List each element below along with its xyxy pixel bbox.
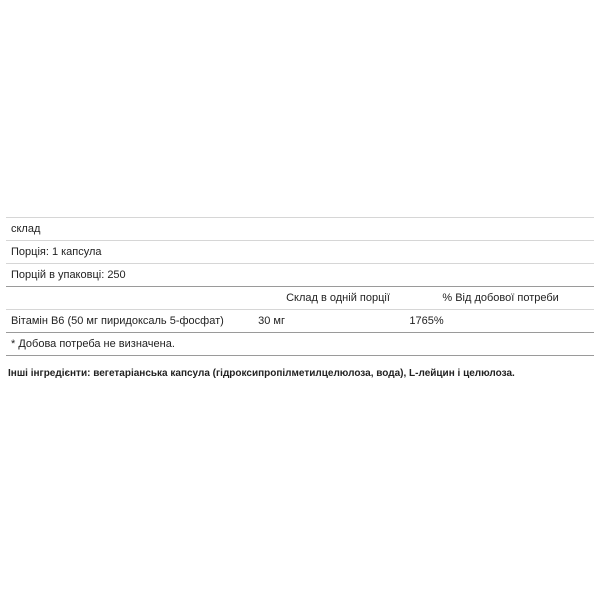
footnote-row bbox=[6, 333, 594, 356]
amount-per-serving-header: Склад в одній порції bbox=[253, 287, 404, 310]
other-ingredients: Інші інгредієнти: вегетаріанська капсула (гідроксипропілметилцелюлоза, вода), L-лейцин і целюлоза. bbox=[8, 368, 515, 379]
serving-size: Порція: 1 капсула bbox=[6, 241, 594, 264]
header-spacer bbox=[6, 287, 253, 310]
nutrient-name: Вітамін B6 (50 мг пиридоксаль 5-фосфат) bbox=[6, 310, 253, 333]
serving-size-row bbox=[6, 241, 594, 264]
facts-title: склад bbox=[6, 218, 594, 241]
nutrient-row bbox=[6, 310, 594, 333]
servings-per-container: Порцій в упаковці: 250 bbox=[6, 264, 594, 287]
nutrient-dv: 1765% bbox=[404, 310, 594, 333]
nutrient-amount: 30 мг bbox=[253, 310, 404, 333]
servings-per-container-row bbox=[6, 264, 594, 287]
daily-value-header: % Від добової потреби bbox=[404, 287, 594, 310]
title-row bbox=[6, 218, 594, 241]
footnote: * Добова потреба не визначена. bbox=[6, 333, 594, 356]
column-header-row bbox=[6, 287, 594, 310]
supplement-facts-table bbox=[6, 217, 594, 356]
